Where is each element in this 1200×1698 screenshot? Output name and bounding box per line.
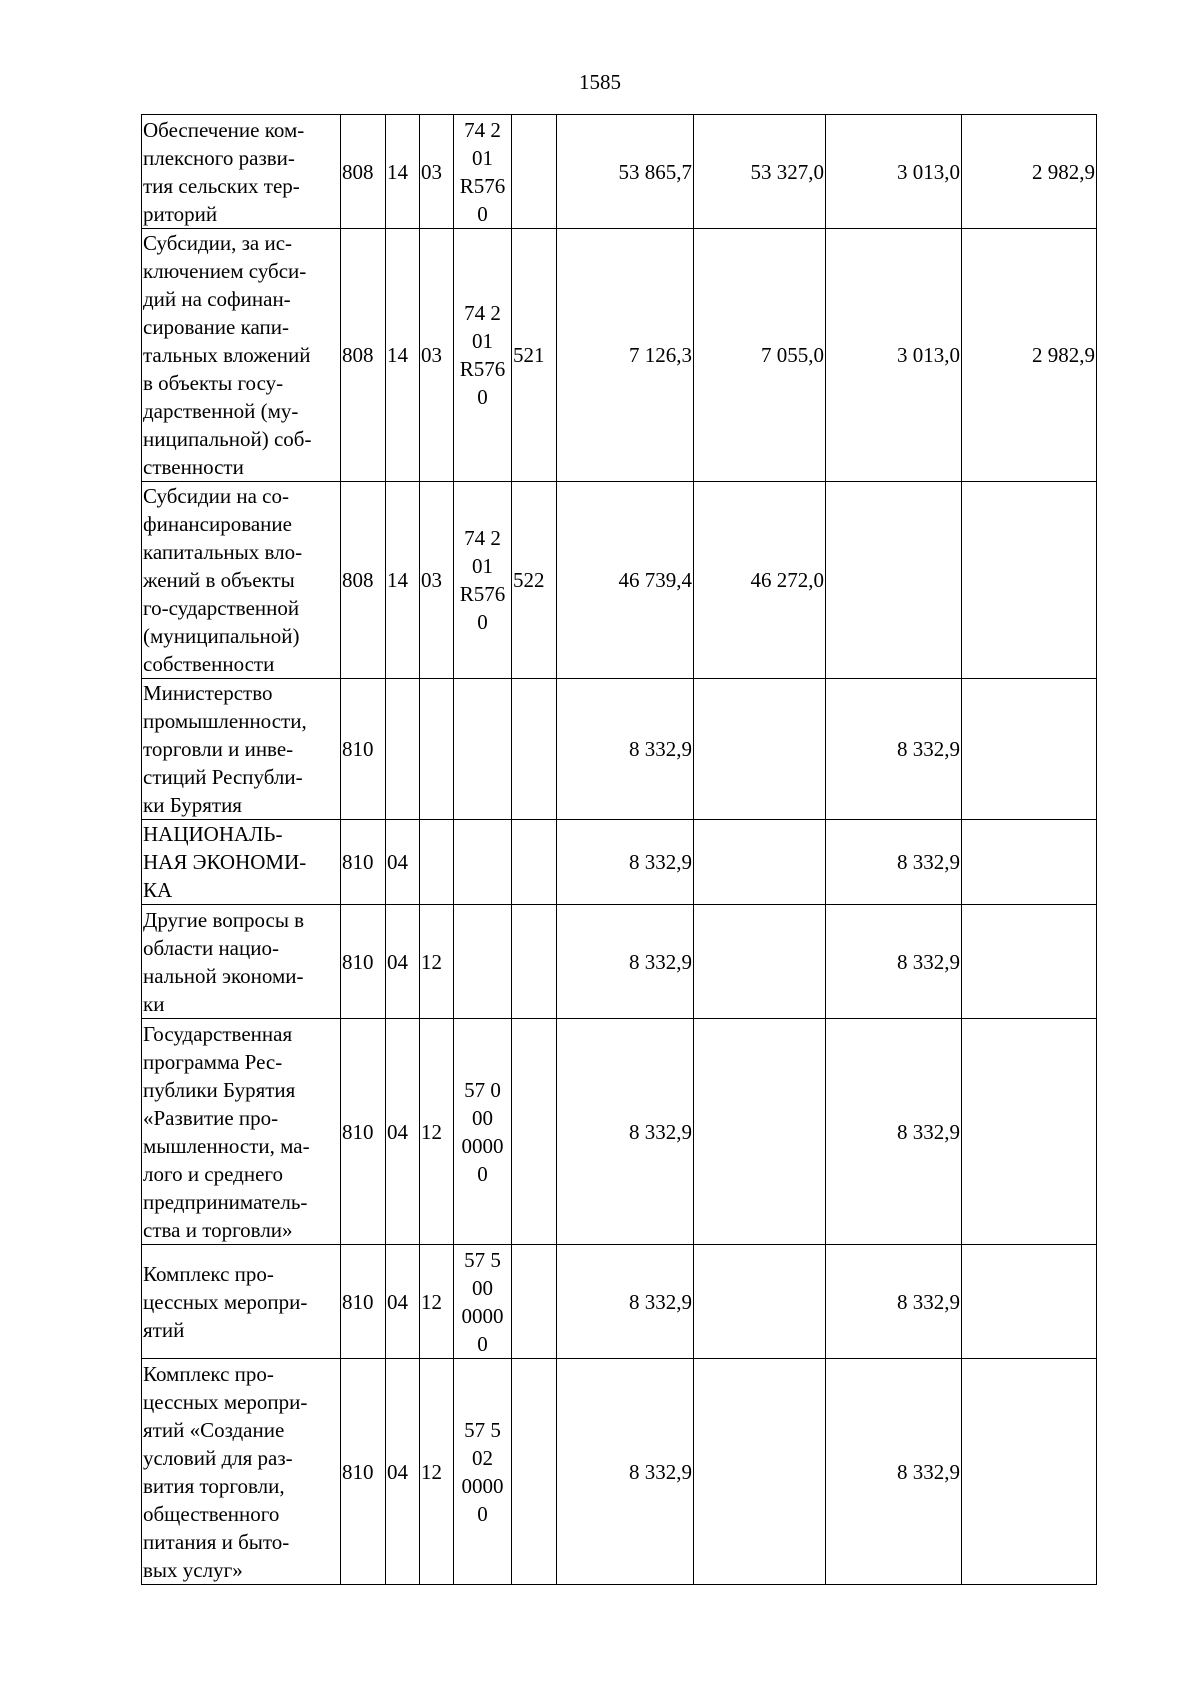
row-name-line: тия сельских тер- [143, 173, 300, 198]
section-code: 14 [386, 115, 420, 229]
target-article-line: 74 2 [464, 526, 501, 550]
row-name-line: плексного разви- [143, 145, 295, 170]
target-article-line: 0 [477, 1331, 488, 1356]
target-article-line: 00 [472, 1275, 493, 1300]
amount-4: 2 982,9 [962, 115, 1097, 229]
amount-1: 8 332,9 [557, 679, 694, 820]
row-name-line: КА [143, 878, 173, 902]
ministry-code: 808 [341, 115, 386, 229]
target-article-line: 0000 [461, 1473, 504, 1498]
ministry-code: 808 [341, 229, 386, 482]
expense-type-code [512, 905, 557, 1019]
row-name-line: НАЯ ЭКОНОМИ- [143, 850, 307, 874]
row-name-line: Другие вопросы в [143, 907, 305, 932]
row-name-line: области нацио- [143, 935, 279, 960]
target-article-line: 57 0 [464, 1077, 501, 1102]
row-name [142, 679, 341, 820]
ministry-code: 810 [341, 1359, 386, 1585]
row-name-line: вых услуг» [143, 1557, 243, 1582]
row-name-line: промышленности, [143, 709, 307, 733]
target-article-line: 0 [477, 385, 488, 409]
row-name-line: программа Рес- [143, 1049, 283, 1074]
subsection-code: 12 [420, 1019, 454, 1245]
row-name-line: Министерство [143, 681, 273, 705]
target-article-line: 0000 [461, 1303, 504, 1328]
target-article-code [454, 229, 512, 482]
expense-type-code [512, 820, 557, 905]
row-name-line: ниципальной) соб- [143, 427, 312, 451]
row-name-line: в объекты госу- [143, 371, 284, 395]
row-name-line: торговли и инве- [143, 737, 294, 761]
table-row [142, 1245, 1097, 1359]
target-article-code [454, 679, 512, 820]
row-name-line: ятий [143, 1317, 185, 1342]
amount-1: 8 332,9 [557, 1245, 694, 1359]
row-name-line: питания и быто- [143, 1529, 290, 1554]
table-row [142, 1019, 1097, 1245]
row-name-line: условий для раз- [143, 1445, 293, 1470]
target-article-code [454, 482, 512, 679]
row-name-line: мышленности, ма- [143, 1133, 310, 1158]
row-name-line: «Развитие про- [143, 1105, 279, 1130]
target-article-line: 0 [477, 1501, 488, 1526]
budget-table [141, 114, 1097, 1585]
amount-3: 8 332,9 [826, 905, 962, 1019]
target-article-line: 0 [477, 610, 488, 634]
row-name-line: Комплекс про- [143, 1361, 274, 1386]
row-name-line: тальных вложений [143, 343, 311, 367]
subsection-code [420, 679, 454, 820]
ministry-code: 810 [341, 905, 386, 1019]
row-name-line: Обеспечение ком- [143, 117, 305, 142]
section-code: 04 [386, 1359, 420, 1585]
target-article-line: R576 [459, 582, 506, 606]
row-name-line: собственности [143, 652, 275, 676]
row-name [142, 905, 341, 1019]
section-code: 04 [386, 905, 420, 1019]
table-row [142, 229, 1097, 482]
expense-type-code [512, 1245, 557, 1359]
row-name-line: НАЦИОНАЛЬ- [143, 822, 283, 846]
target-article-line: 01 [472, 145, 493, 170]
amount-3: 8 332,9 [826, 679, 962, 820]
row-name [142, 229, 341, 482]
expense-type-code [512, 1359, 557, 1585]
amount-2 [694, 905, 826, 1019]
amount-3: 3 013,0 [826, 229, 962, 482]
amount-4 [962, 679, 1097, 820]
amount-2: 46 272,0 [694, 482, 826, 679]
section-code [386, 679, 420, 820]
target-article-line: 00 [472, 1105, 493, 1130]
table-row [142, 820, 1097, 905]
amount-1: 8 332,9 [557, 905, 694, 1019]
target-article-code [454, 905, 512, 1019]
expense-type-code [512, 115, 557, 229]
table-row [142, 679, 1097, 820]
subsection-code: 12 [420, 905, 454, 1019]
amount-1: 8 332,9 [557, 820, 694, 905]
amount-2 [694, 1245, 826, 1359]
row-name-line: Комплекс про- [143, 1261, 274, 1286]
amount-4 [962, 820, 1097, 905]
amount-3 [826, 482, 962, 679]
section-code: 04 [386, 820, 420, 905]
row-name [142, 820, 341, 905]
section-code: 14 [386, 482, 420, 679]
target-article-line: 57 5 [464, 1417, 501, 1442]
section-code: 14 [386, 229, 420, 482]
amount-3: 8 332,9 [826, 1019, 962, 1245]
target-article-line: 01 [472, 554, 493, 578]
amount-1: 53 865,7 [557, 115, 694, 229]
amount-1: 8 332,9 [557, 1359, 694, 1585]
amount-4 [962, 1019, 1097, 1245]
section-code: 04 [386, 1019, 420, 1245]
row-name-line: ства и торговли» [143, 1217, 293, 1242]
row-name [142, 115, 341, 229]
row-name-line: ятий «Создание [143, 1417, 285, 1442]
table-row [142, 905, 1097, 1019]
amount-2 [694, 1019, 826, 1245]
amount-2 [694, 679, 826, 820]
subsection-code [420, 820, 454, 905]
amount-4: 2 982,9 [962, 229, 1097, 482]
row-name [142, 482, 341, 679]
row-name-line: Субсидии, за ис- [143, 231, 293, 255]
row-name-line: ки Бурятия [143, 793, 242, 817]
ministry-code: 810 [341, 1245, 386, 1359]
section-code: 04 [386, 1245, 420, 1359]
target-article-line: R576 [459, 357, 506, 381]
row-name-line: публики Бурятия [143, 1077, 296, 1102]
expense-type-code [512, 679, 557, 820]
target-article-line: 0 [477, 1161, 488, 1186]
row-name-line: предприниматель- [143, 1189, 308, 1214]
amount-1: 7 126,3 [557, 229, 694, 482]
ministry-code: 810 [341, 679, 386, 820]
subsection-code: 12 [420, 1359, 454, 1585]
subsection-code: 03 [420, 115, 454, 229]
amount-2: 53 327,0 [694, 115, 826, 229]
amount-2 [694, 1359, 826, 1585]
row-name-line: риторий [143, 201, 218, 226]
target-article-line: 0000 [461, 1133, 504, 1158]
table-row [142, 115, 1097, 229]
target-article-code [454, 1359, 512, 1585]
target-article-code [454, 115, 512, 229]
expense-type-code: 521 [512, 229, 557, 482]
amount-3: 8 332,9 [826, 1245, 962, 1359]
amount-4 [962, 482, 1097, 679]
amount-1: 46 739,4 [557, 482, 694, 679]
row-name-line: лого и среднего [143, 1161, 284, 1186]
row-name-line: жений в объекты [143, 568, 295, 592]
amount-4 [962, 905, 1097, 1019]
target-article-line: R576 [459, 173, 506, 198]
amount-4 [962, 1245, 1097, 1359]
row-name-line: цессных меропри- [143, 1389, 308, 1414]
amount-1: 8 332,9 [557, 1019, 694, 1245]
subsection-code: 03 [420, 229, 454, 482]
row-name-line: сирование капи- [143, 315, 289, 339]
target-article-code [454, 820, 512, 905]
page-number: 1585 [579, 70, 621, 94]
row-name-line: ки [143, 991, 165, 1016]
row-name-line: (муниципальной) [143, 624, 300, 648]
row-name-line: нальной экономи- [143, 963, 304, 988]
row-name-line: стиций Республи- [143, 765, 303, 789]
row-name-line: дий на софинан- [143, 287, 291, 311]
expense-type-code: 522 [512, 482, 557, 679]
row-name [142, 1245, 341, 1359]
row-name-line: вития торговли, [143, 1473, 285, 1498]
subsection-code: 12 [420, 1245, 454, 1359]
target-article-line: 01 [472, 329, 493, 353]
target-article-line: 74 2 [464, 117, 501, 142]
target-article-code [454, 1019, 512, 1245]
table-row [142, 482, 1097, 679]
target-article-line: 0 [477, 201, 488, 226]
row-name-line: капитальных вло- [143, 540, 303, 564]
amount-2: 7 055,0 [694, 229, 826, 482]
target-article-code [454, 1245, 512, 1359]
row-name-line: Государственная [143, 1021, 293, 1046]
row-name-line: общественного [143, 1501, 280, 1526]
target-article-line: 02 [472, 1445, 493, 1470]
amount-3: 8 332,9 [826, 820, 962, 905]
row-name-line: дарственной (му- [143, 399, 299, 423]
amount-2 [694, 820, 826, 905]
row-name [142, 1359, 341, 1585]
ministry-code: 810 [341, 1019, 386, 1245]
table-row [142, 1359, 1097, 1585]
subsection-code: 03 [420, 482, 454, 679]
target-article-line: 74 2 [464, 301, 501, 325]
ministry-code: 808 [341, 482, 386, 679]
expense-type-code [512, 1019, 557, 1245]
row-name-line: финансирование [143, 512, 292, 536]
row-name-line: цессных меропри- [143, 1289, 308, 1314]
row-name-line: Субсидии на со- [143, 484, 289, 508]
ministry-code: 810 [341, 820, 386, 905]
row-name-line: го-сударственной [143, 596, 300, 620]
amount-3: 8 332,9 [826, 1359, 962, 1585]
amount-4 [962, 1359, 1097, 1585]
row-name-line: ключением субси- [143, 259, 307, 283]
target-article-line: 57 5 [464, 1247, 501, 1272]
row-name [142, 1019, 341, 1245]
amount-3: 3 013,0 [826, 115, 962, 229]
row-name-line: ственности [143, 455, 244, 479]
